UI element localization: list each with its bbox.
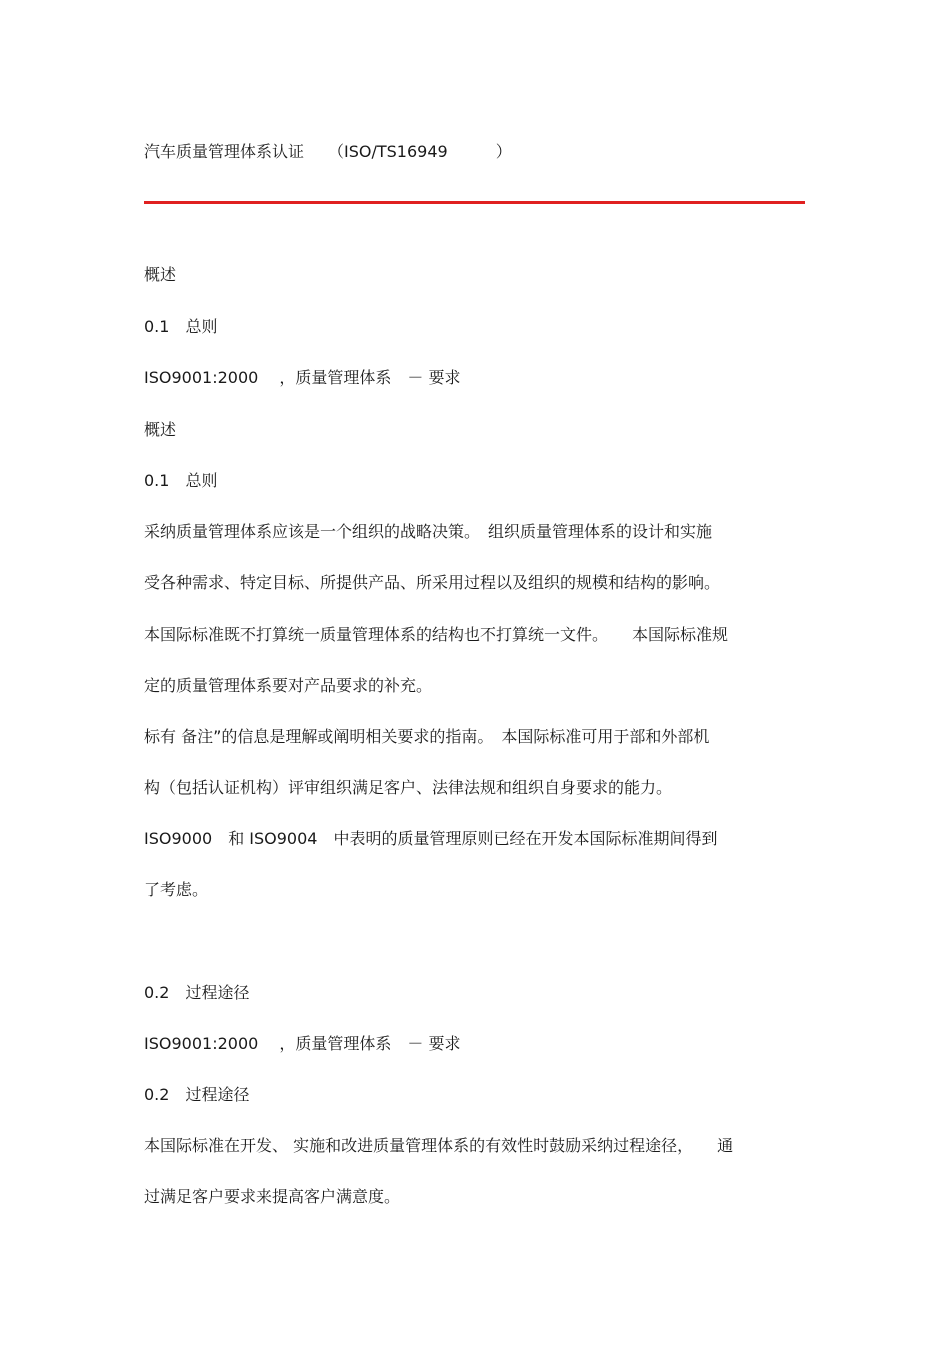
- text-line: 0.1 总则: [144, 471, 218, 490]
- text-line: 概述: [144, 420, 177, 439]
- document-title: 汽车质量管理体系认证 （ISO/TS16949 ）: [144, 142, 512, 161]
- text-line: 0.2 过程途径: [144, 983, 250, 1002]
- text-line: 本国际标准在开发、 实施和改进质量管理体系的有效性时鼓励采纳过程途径， 通: [144, 1136, 734, 1155]
- text-line: ISO9001:2000 ，质量管理体系 － 要求: [144, 1034, 461, 1053]
- text-line: ISO9001:2000 ，质量管理体系 － 要求: [144, 368, 461, 387]
- text-line: 标有 备注”的信息是理解或阐明相关要求的指南。 本国际标准可用于部和外部机: [144, 727, 710, 746]
- text-line: 采纳质量管理体系应该是一个组织的战略决策。 组织质量管理体系的设计和实施: [144, 522, 713, 541]
- title-divider: [144, 201, 805, 204]
- text-line: 过满足客户要求来提高客户满意度。: [144, 1187, 401, 1206]
- text-line: 构（包括认证机构）评审组织满足客户、法律法规和组织自身要求的能力。: [144, 778, 673, 797]
- text-line: 了考虑。: [144, 880, 209, 899]
- text-line: 本国际标准既不打算统一质量管理体系的结构也不打算统一文件。 本国际标准规: [144, 625, 729, 644]
- text-line: 定的质量管理体系要对产品要求的补充。: [144, 676, 433, 695]
- text-line: ISO9000 和 ISO9004 中表明的质量管理原则已经在开发本国际标准期间得到: [144, 829, 718, 848]
- text-line: 受各种需求、特定目标、所提供产品、所采用过程以及组织的规模和结构的影响。: [144, 573, 721, 592]
- text-line: 0.1 总则: [144, 317, 218, 336]
- text-line: 概述: [144, 265, 177, 284]
- text-line: 0.2 过程途径: [144, 1085, 250, 1104]
